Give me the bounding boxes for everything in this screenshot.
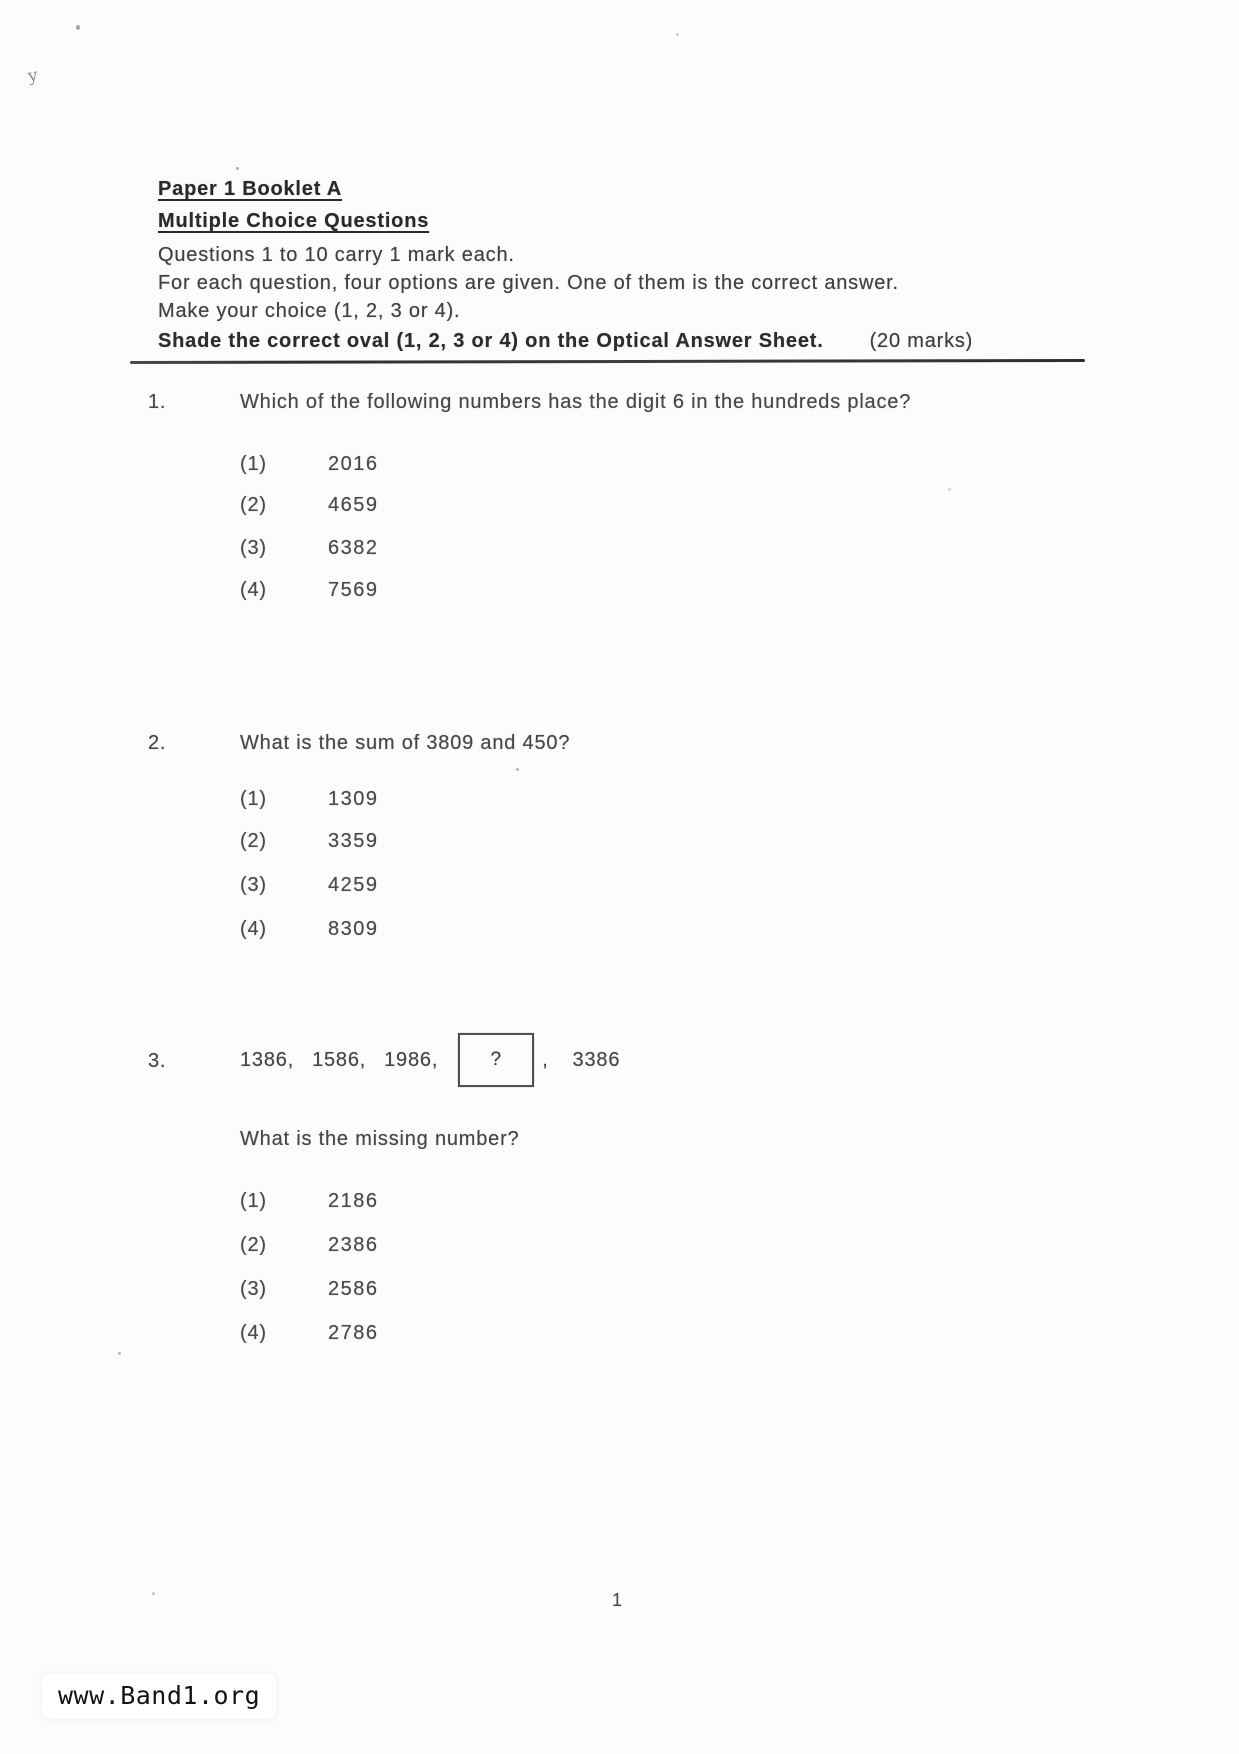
sequence-item: 1386, [240,1048,295,1071]
option-value: 4659 [328,494,379,516]
option-label: (3) [240,874,267,896]
option-label: (2) [240,830,267,852]
number-sequence [240,1030,620,1090]
option-label: (1) [240,453,267,475]
scan-artifact-dot [118,1352,121,1355]
option-label: (4) [240,1322,267,1344]
option-label: (3) [240,1278,267,1300]
option-label: (2) [240,494,267,516]
sequence-item: 1586, [312,1048,367,1071]
option-value: 3359 [328,830,379,852]
booklet-title: Paper 1 Booklet A [158,178,343,200]
sequence-item: 1986, [384,1048,439,1071]
sequence-comma: , [542,1048,549,1071]
option-value: 2016 [328,453,379,475]
option-value: 2186 [328,1190,379,1212]
option-value: 1309 [328,788,379,810]
scan-artifact-dot [76,25,80,30]
question-prompt: What is the sum of 3809 and 450? [240,732,571,754]
scan-artifact-dot [236,167,239,170]
question-number: 3. [148,1050,167,1072]
missing-number-box: ? [458,1033,534,1087]
shade-instruction-line [158,328,973,354]
section-title: Multiple Choice Questions [158,210,430,232]
option-value: 2386 [328,1234,379,1256]
header-divider [130,359,1085,364]
option-value: 2586 [328,1278,379,1300]
handwritten-mark: y [26,65,40,87]
shade-instruction: Shade the correct oval (1, 2, 3 or 4) on the Optical Answer Sheet. [158,330,824,352]
sequence-item: 3386 [572,1048,621,1071]
option-value: 6382 [328,537,379,559]
page-number: 1 [612,1590,623,1610]
instruction-line: Make your choice (1, 2, 3 or 4). [158,300,461,322]
question-prompt: Which of the following numbers has the digit 6 in the hundreds place? [240,391,912,413]
scan-artifact-dot [676,33,679,36]
option-label: (1) [240,788,267,810]
scan-artifact-dot [516,768,519,771]
option-label: (1) [240,1190,267,1212]
option-value: 2786 [328,1322,379,1344]
option-value: 7569 [328,579,379,601]
option-value: 8309 [328,918,379,940]
question-prompt: What is the missing number? [240,1128,520,1150]
question-number: 1. [148,391,167,413]
instruction-line: Questions 1 to 10 carry 1 mark each. [158,244,515,266]
instruction-line: For each question, four options are given. One of them is the correct answer. [158,272,899,294]
option-value: 4259 [328,874,379,896]
scan-artifact-dot [948,488,951,491]
marks-label: (20 marks) [869,330,974,352]
scan-artifact-dot [152,1592,155,1595]
option-label: (4) [240,579,267,601]
option-label: (3) [240,537,267,559]
watermark-badge: www.Band1.org [42,1674,276,1719]
option-label: (4) [240,918,267,940]
option-label: (2) [240,1234,267,1256]
question-number: 2. [148,732,167,754]
